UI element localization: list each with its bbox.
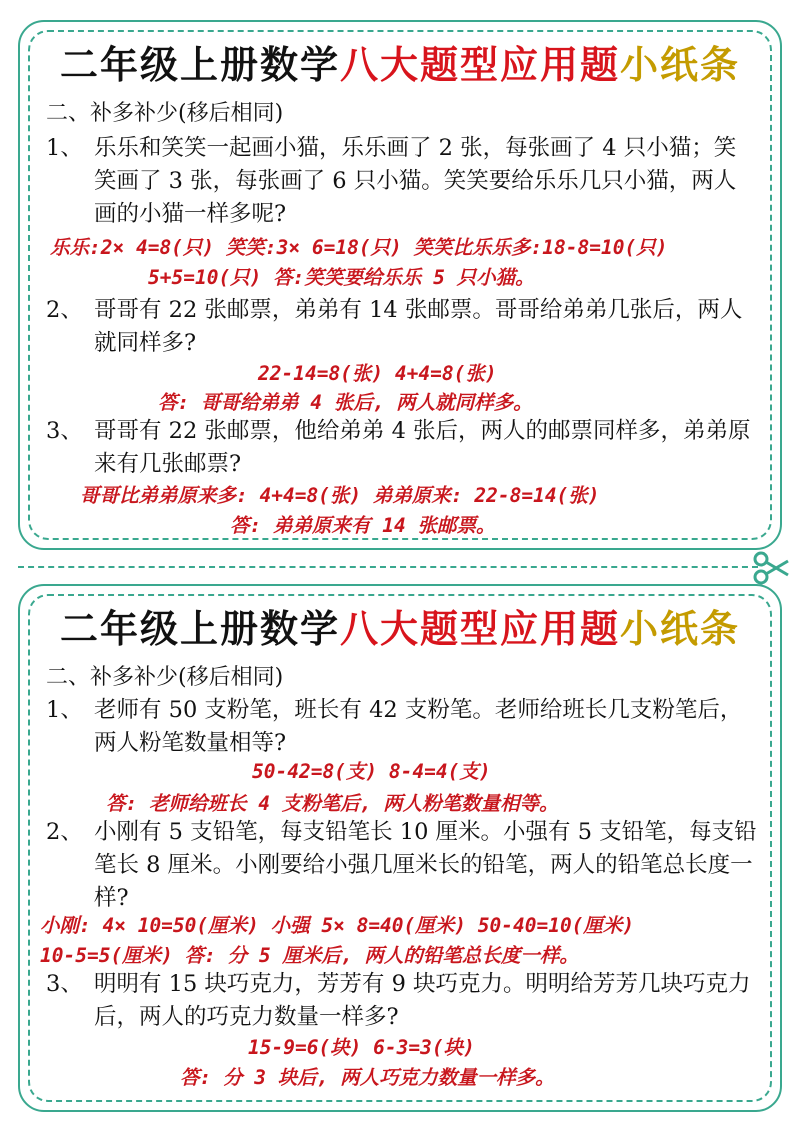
title-part-topic: 八大题型应用题: [339, 43, 620, 87]
question-1: [46, 694, 758, 760]
question-text: 小刚有 5 支铅笔，每支铅笔长 10 厘米。小强有 5 支铅笔，每支铅笔长 8 厘米。小刚要给小强几厘米长的铅笔，两人的铅笔总长度一样?: [94, 819, 757, 911]
title-part-note: 小纸条: [620, 607, 741, 651]
note-card-bottom: [18, 584, 782, 1112]
question-number: 3、: [46, 971, 83, 997]
answer-line: 5+5=10(只) 答:笑笑要给乐乐 5 只小猫。: [148, 266, 535, 289]
question-2: [46, 816, 758, 915]
title-part-topic: 八大题型应用题: [339, 607, 620, 651]
note-card-top: [18, 20, 782, 550]
question-number: 1、: [46, 697, 83, 723]
section-heading: 二、补多补少(移后相同): [46, 665, 284, 690]
answer-line: 50-42=8(支) 8-4=4(支): [252, 760, 491, 783]
page-title: [20, 34, 780, 89]
answer-line: 哥哥比弟弟原来多: 4+4=8(张) 弟弟原来: 22-8=14(张): [80, 484, 600, 507]
question-3: [46, 968, 758, 1034]
answer-line: 答: 哥哥给弟弟 4 张后, 两人就同样多。: [158, 391, 533, 414]
question-text: 哥哥有 22 张邮票，他给弟弟 4 张后，两人的邮票同样多，弟弟原来有几张邮票?: [94, 418, 751, 477]
question-2: [46, 294, 758, 360]
title-part-note: 小纸条: [620, 43, 741, 87]
page-title: [20, 598, 780, 653]
title-part-grade: 二年级上册数学: [59, 43, 340, 87]
answer-line: 22-14=8(张) 4+4=8(张): [258, 362, 497, 385]
answer-line: 答: 弟弟原来有 14 张邮票。: [230, 514, 496, 537]
question-number: 2、: [46, 297, 83, 323]
section-heading: 二、补多补少(移后相同): [46, 101, 284, 126]
cut-line: [18, 566, 758, 568]
answer-line: 10-5=5(厘米) 答: 分 5 厘米后, 两人的铅笔总长度一样。: [40, 944, 579, 967]
question-3: [46, 415, 758, 481]
question-text: 老师有 50 支粉笔，班长有 42 支粉笔。老师给班长几支粉笔后，两人粉笔数量相等?: [94, 697, 743, 756]
answer-line: 答: 分 3 块后, 两人巧克力数量一样多。: [180, 1066, 555, 1089]
scissors-icon: [752, 548, 792, 588]
title-part-grade: 二年级上册数学: [59, 607, 340, 651]
question-number: 2、: [46, 819, 83, 845]
answer-line: 答: 老师给班长 4 支粉笔后, 两人粉笔数量相等。: [106, 792, 559, 815]
question-text: 明明有 15 块巧克力，芳芳有 9 块巧克力。明明给芳芳几块巧克力后，两人的巧克力数量一样多?: [94, 971, 751, 1030]
question-text: 哥哥有 22 张邮票，弟弟有 14 张邮票。哥哥给弟弟几张后，两人就同样多?: [94, 297, 743, 356]
answer-line: 乐乐:2× 4=8(只) 笑笑:3× 6=18(只) 笑笑比乐乐多:18-8=10(只): [50, 236, 668, 259]
question-number: 3、: [46, 418, 83, 444]
question-number: 1、: [46, 135, 83, 161]
answer-line: 15-9=6(块) 6-3=3(块): [248, 1036, 475, 1059]
question-text: 乐乐和笑笑一起画小猫，乐乐画了 2 张，每张画了 4 只小猫；笑笑画了 3 张，每张画了 6 只小猫。笑笑要给乐乐几只小猫，两人画的小猫一样多呢?: [94, 135, 737, 227]
answer-line: 小刚: 4× 10=50(厘米) 小强 5× 8=40(厘米) 50-40=10(厘米): [40, 914, 635, 937]
question-1: [46, 132, 758, 231]
